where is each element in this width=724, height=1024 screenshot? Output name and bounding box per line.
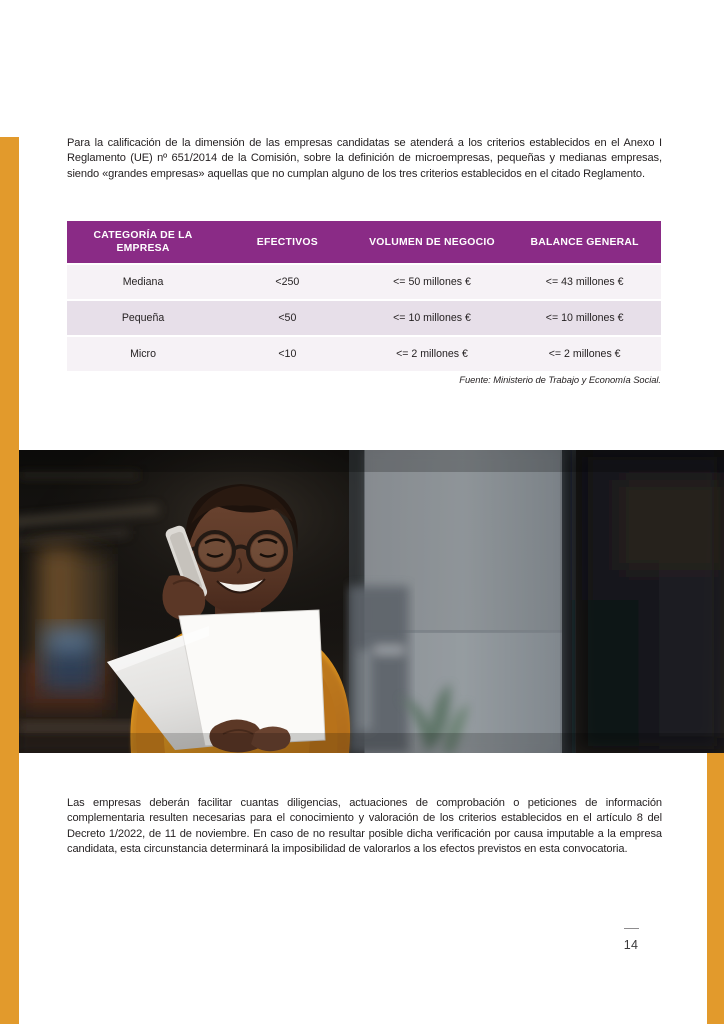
right-accent-bar xyxy=(707,753,724,1024)
closing-paragraph: Las empresas deberán facilitar cuantas diligencias, actuaciones de comprobación o peticiones de información complementaria resulten necesarias para el conocimiento y valoración de los criterios establecidos en el artículo 8 del Decreto 1/2022, de 11 de noviembre. En caso de no resultar posible dicha verificación por causa imputable a la empresa candidata, esta circunstancia determinará la imposibilidad de valorarlos a los efectos previstos en esta convocatoria. xyxy=(67,797,662,855)
cell-efectivos: <250 xyxy=(219,265,356,299)
cell-volumen-negocio: <= 2 millones € xyxy=(356,337,509,371)
column-header-efectivos: EFECTIVOS xyxy=(219,221,356,263)
table-header-row xyxy=(67,221,661,263)
criteria-table-container xyxy=(67,219,661,373)
page-footer xyxy=(600,928,662,952)
cell-efectivos: <10 xyxy=(219,337,356,371)
table-source-note: Fuente: Ministerio de Trabajo y Economía Social. xyxy=(459,374,661,385)
cell-balance-general: <= 10 millones € xyxy=(508,301,661,335)
footer-rule xyxy=(624,928,639,929)
cell-volumen-negocio: <= 50 millones € xyxy=(356,265,509,299)
table-row xyxy=(67,301,661,335)
cell-balance-general: <= 2 millones € xyxy=(508,337,661,371)
cell-categoria: Mediana xyxy=(67,265,219,299)
table-row xyxy=(67,337,661,371)
cell-balance-general: <= 43 millones € xyxy=(508,265,661,299)
cell-efectivos: <50 xyxy=(219,301,356,335)
table-row xyxy=(67,265,661,299)
cell-categoria: Pequeña xyxy=(67,301,219,335)
column-header-volumen-negocio: VOLUMEN DE NEGOCIO xyxy=(356,221,509,263)
column-header-categoria: CATEGORÍA DE LA EMPRESA xyxy=(67,221,219,263)
column-header-balance-general: BALANCE GENERAL xyxy=(508,221,661,263)
cell-categoria: Micro xyxy=(67,337,219,371)
photo-illustration xyxy=(19,450,724,753)
criteria-table xyxy=(67,219,661,373)
page-number: 14 xyxy=(623,938,639,952)
left-accent-bar xyxy=(0,137,19,1024)
cell-volumen-negocio: <= 10 millones € xyxy=(356,301,509,335)
businesswoman-phone-documents-photo xyxy=(19,450,724,753)
intro-paragraph: Para la calificación de la dimensión de las empresas candidatas se atenderá a los criterios establecidos en el Anexo I Reglamento (UE) nº 651/2014 de la Comisión, sobre la definición de microempresas, pequeñas y medianas empresas, siendo «grandes empresas» aquellas que no cumplan alguno de los tres criterios establecidos en el citado Reglamento. xyxy=(67,137,662,180)
